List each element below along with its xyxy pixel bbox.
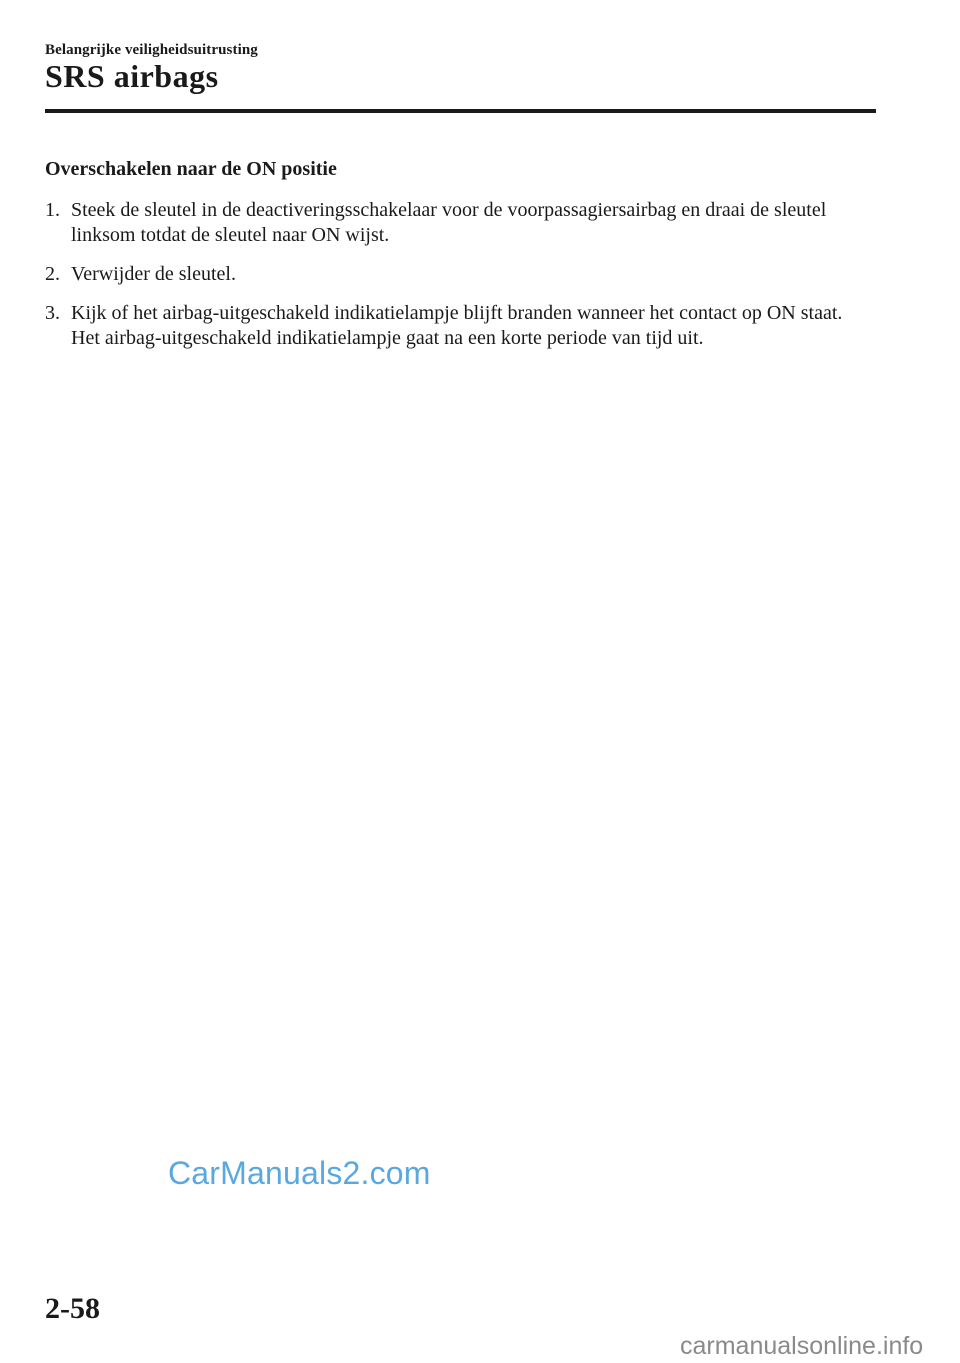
- step-number: 3.: [45, 302, 60, 324]
- procedure-steps: [45, 198, 875, 365]
- step-number: 2.: [45, 263, 60, 285]
- watermark-logo: CarManuals2.com: [168, 1155, 431, 1191]
- step-text: Kijk of het airbag-uitgeschakeld indikatielampje blijft branden wanneer het contact op ON staat. Het airbag-uitgeschakeld indikatielampje gaat na een korte periode van tijd uit.: [71, 302, 843, 349]
- section-label: Belangrijke veiligheidsuitrusting: [45, 42, 258, 58]
- footer-watermark: carmanualsonline.info: [680, 1332, 924, 1360]
- page-title: SRS airbags: [45, 58, 219, 94]
- step-item: [45, 198, 875, 248]
- procedure-heading: Overschakelen naar de ON positie: [45, 158, 337, 180]
- header-divider: [45, 109, 876, 113]
- step-number: 1.: [45, 199, 60, 221]
- page-number: 2-58: [45, 1292, 100, 1325]
- step-text: Steek de sleutel in de deactiveringsschakelaar voor de voorpassagiersairbag en draai de sleutel linksom totdat de sleutel naar ON wijst.: [71, 199, 827, 246]
- step-item: [45, 262, 875, 287]
- step-text: Verwijder de sleutel.: [71, 263, 236, 285]
- step-item: [45, 301, 875, 351]
